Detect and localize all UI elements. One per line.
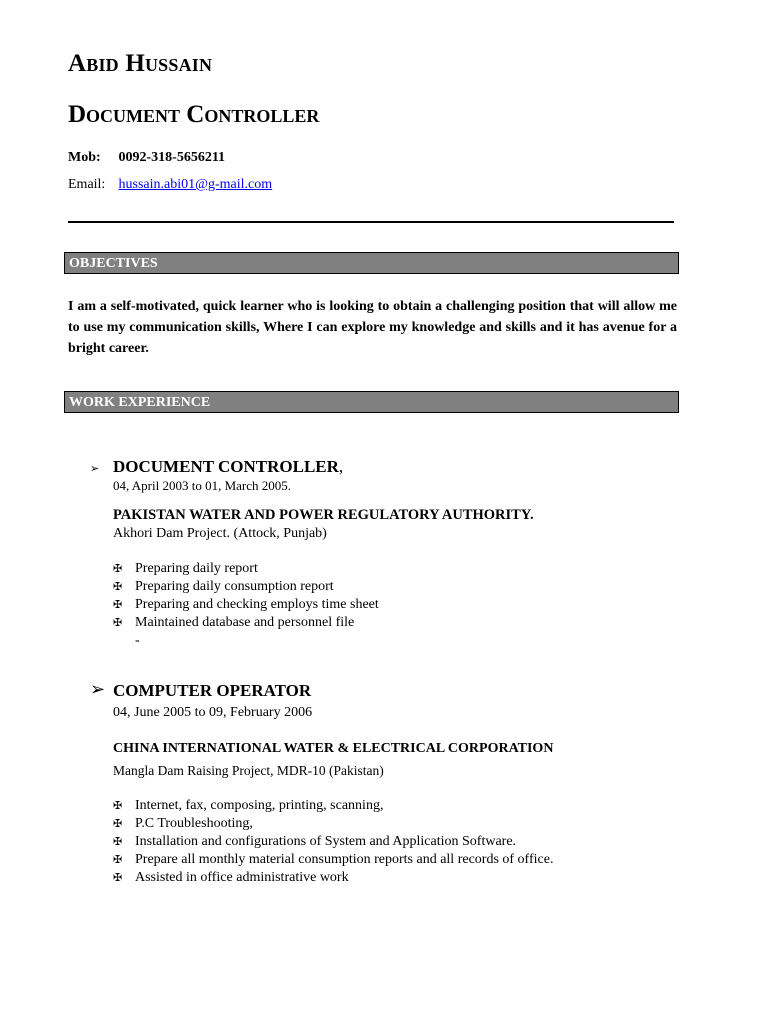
- maltese-cross-icon: ✠: [113, 562, 123, 575]
- mobile-label: Mob:: [68, 150, 101, 165]
- job-company: CHINA INTERNATIONAL WATER & ELECTRICAL CORPORATION: [113, 741, 554, 756]
- job-duties-list: [113, 797, 553, 887]
- arrowhead-right-icon: ➢: [90, 462, 100, 475]
- arrowhead-right-icon: ➢: [90, 679, 106, 700]
- job-role: [113, 457, 343, 477]
- duty-text: Assisted in office administrative work: [135, 870, 349, 885]
- duty-item: [113, 578, 379, 596]
- header-divider: [68, 221, 674, 223]
- job-project: Akhori Dam Project. (Attock, Punjab): [113, 526, 327, 541]
- objectives-heading: OBJECTIVES: [64, 252, 679, 274]
- job-role: [113, 681, 311, 701]
- job-duties-list: [113, 560, 379, 632]
- trailing-dash: -: [135, 633, 140, 648]
- duty-text: Preparing and checking employs time sheet: [135, 597, 379, 612]
- job-role-title: COMPUTER OPERATOR: [113, 681, 312, 700]
- duty-text: Preparing daily consumption report: [135, 579, 334, 594]
- job-role-title: DOCUMENT CONTROLLER: [113, 457, 339, 476]
- duty-text: Installation and configurations of System and Application Software.: [135, 834, 517, 849]
- duty-item: [113, 596, 379, 614]
- maltese-cross-icon: ✠: [113, 616, 123, 629]
- duty-item: [113, 560, 379, 578]
- mobile-number: 0092-318-5656211: [118, 150, 226, 165]
- job-role-suffix: ,: [338, 457, 344, 476]
- duty-item: [113, 797, 553, 815]
- duty-text: Prepare all monthly material consumption reports and all records of office.: [135, 852, 554, 867]
- maltese-cross-icon: ✠: [113, 853, 123, 866]
- maltese-cross-icon: ✠: [113, 817, 123, 830]
- maltese-cross-icon: ✠: [113, 799, 123, 812]
- email-label: Email:: [68, 177, 106, 192]
- duty-item: [113, 815, 553, 833]
- job-project: Mangla Dam Raising Project, MDR-10 (Pakistan): [113, 763, 384, 778]
- duty-text: Preparing daily report: [135, 561, 258, 576]
- duty-item: [113, 833, 553, 851]
- applicant-name: Abid Hussain: [68, 50, 213, 77]
- mobile-line: [68, 150, 225, 166]
- applicant-title: Document Controller: [68, 101, 320, 128]
- job-company: PAKISTAN WATER AND POWER REGULATORY AUTHORITY.: [113, 507, 534, 523]
- duty-text: Maintained database and personnel file: [135, 615, 355, 630]
- duty-text: Internet, fax, composing, printing, scanning,: [135, 798, 384, 813]
- maltese-cross-icon: ✠: [113, 598, 123, 611]
- objective-paragraph: I am a self-motivated, quick learner who is looking to obtain a challenging position that will allow me to use my communication skills, Where I can explore my knowledge and skills and it has avenue for a bright career.: [68, 299, 677, 356]
- duty-text: P.C Troubleshooting,: [135, 816, 253, 831]
- maltese-cross-icon: ✠: [113, 871, 123, 884]
- duty-item: [113, 851, 553, 869]
- duty-item: [113, 614, 379, 632]
- work-experience-heading: WORK EXPERIENCE: [64, 391, 679, 413]
- email-line: [68, 177, 272, 193]
- job-dates: 04, June 2005 to 09, February 2006: [113, 705, 313, 720]
- maltese-cross-icon: ✠: [113, 580, 123, 593]
- email-link[interactable]: hussain.abi01@g-mail.com: [118, 177, 273, 192]
- maltese-cross-icon: ✠: [113, 835, 123, 848]
- job-dates: 04, April 2003 to 01, March 2005.: [113, 478, 292, 493]
- duty-item: [113, 869, 553, 887]
